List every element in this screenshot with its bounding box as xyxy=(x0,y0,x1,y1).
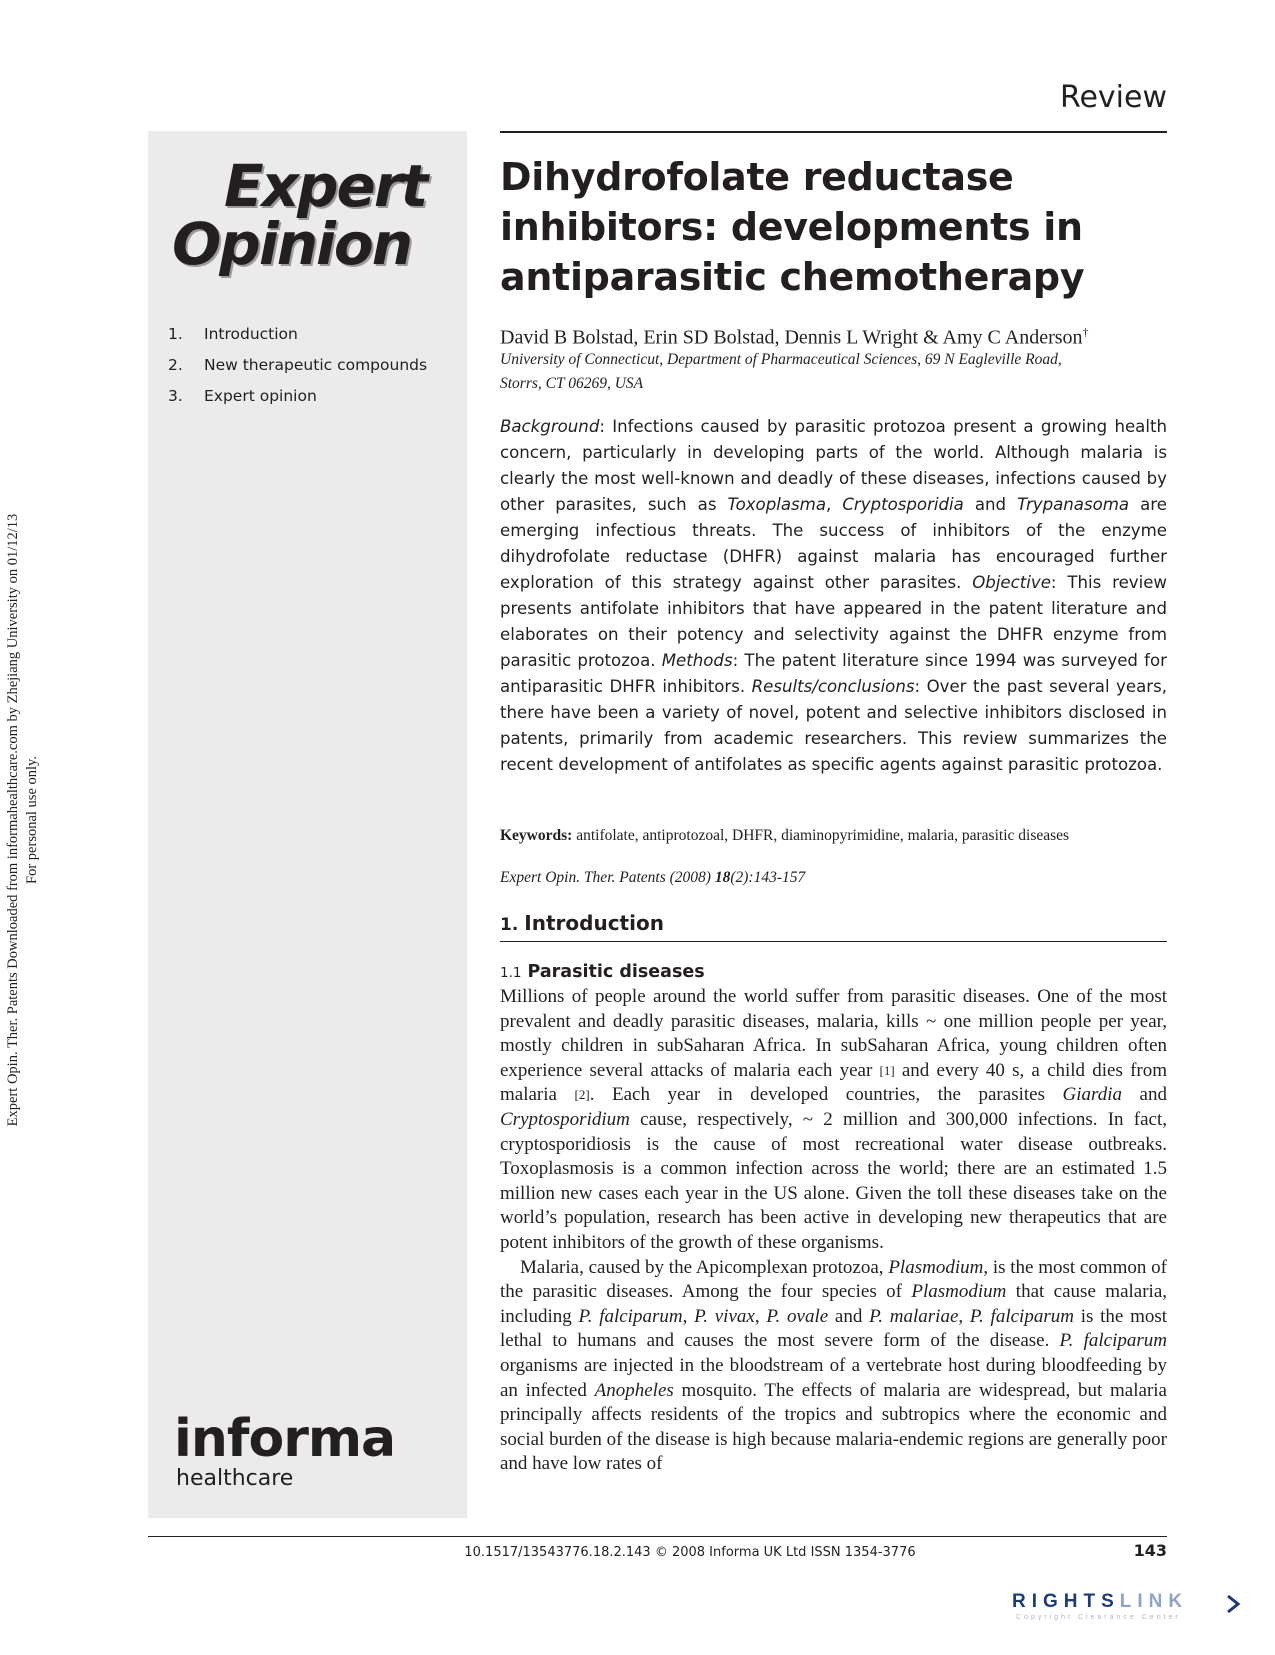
organism-name: P. malariae xyxy=(869,1305,959,1327)
affiliation xyxy=(500,348,1167,396)
title-line-3: antiparasitic chemotherapy xyxy=(500,255,1085,299)
rightslink-dark: RIGHTS xyxy=(1012,1591,1120,1612)
paragraph-1 xyxy=(500,985,1167,1256)
affiliation-line-1: University of Connecticut, Department of Pharmaceutical Sciences, 69 N Eagleville Road, xyxy=(500,351,1062,368)
toc-label: New therapeutic compounds xyxy=(204,356,428,374)
section-number: 1. xyxy=(500,915,519,935)
informa-healthcare-logo xyxy=(174,1409,396,1493)
table-of-contents xyxy=(168,319,427,412)
organism-toxoplasma: Toxoplasma xyxy=(727,495,827,514)
objective-label: Objective xyxy=(972,573,1051,592)
corresponding-author-mark: † xyxy=(1082,325,1089,339)
organism-name: Plasmodium xyxy=(911,1281,1007,1303)
text-run: organisms are injected in the bloodstream of a vertebrate host during bloodfeeding by an infected xyxy=(500,1354,1167,1401)
organism-name: Plasmodium xyxy=(888,1256,984,1278)
rightslink-badge[interactable] xyxy=(1012,1591,1244,1631)
subsection-number: 1.1 xyxy=(500,965,522,981)
text-run: Malaria, caused by the Apicomplexan protozoa, xyxy=(520,1256,889,1278)
logo-line-2: Opinion xyxy=(172,210,412,278)
organism-name: P. vivax xyxy=(694,1305,755,1327)
subsection-heading xyxy=(500,960,1167,985)
objective-text: : This review presents antifolate inhibitors that have appeared in the patent literature and elaborates on their potency and selectivity against the DHFR enzyme from parasitic protozoa. xyxy=(500,573,1167,670)
section-title: Introduction xyxy=(524,911,664,935)
toc-item-new-therapeutic-compounds[interactable] xyxy=(168,350,427,381)
keywords xyxy=(500,826,1167,846)
text-run: and xyxy=(1122,1084,1167,1106)
download-watermark xyxy=(4,470,46,1170)
text-run: that cause malaria, including xyxy=(500,1281,1167,1327)
logo-line-1: Expert xyxy=(224,152,427,220)
organism-cryptosporidia: Cryptosporidia xyxy=(842,495,964,514)
watermark-line-2: For personal use only. xyxy=(24,756,40,884)
abstract xyxy=(500,414,1167,778)
section-label: Review xyxy=(1059,80,1167,115)
expert-opinion-logo xyxy=(172,152,432,278)
methods-label: Methods xyxy=(661,651,733,670)
text-run: mosquito. The effects of malaria are widespread, but malaria principally affects residents of the tropics and subtropics where the economic and social burden of the disease is high because malaria-endemic regions are generally poor and have low rates of xyxy=(500,1379,1167,1475)
author-list xyxy=(500,319,1167,351)
text-run: is the most lethal to humans and causes the most severe form of the disease. xyxy=(500,1305,1168,1352)
organism-name: P. falciparum xyxy=(969,1305,1074,1327)
toc-number: 3. xyxy=(168,387,183,405)
toc-label: Expert opinion xyxy=(204,387,317,405)
keywords-text: antifolate, antiprotozoal, DHFR, diaminopyrimidine, malaria, parasitic diseases xyxy=(572,827,1070,844)
toc-item-introduction[interactable] xyxy=(168,319,427,350)
affiliation-line-2: Storrs, CT 06269, USA xyxy=(500,375,644,392)
methods-text: : The patent literature since 1994 was surveyed for antiparasitic DHFR inhibitors. xyxy=(500,651,1167,696)
reference-2[interactable]: [2] xyxy=(574,1087,590,1103)
citation-suffix: (2):143-157 xyxy=(730,869,806,886)
healthcare-label: healthcare xyxy=(176,1466,294,1491)
watermark-line-1: Expert Opin. Ther. Patents Downloaded from informahealthcare.com by Zhejiang University on 01/12/13 xyxy=(5,513,21,1127)
section-rule xyxy=(500,941,1167,942)
informa-brand: informa xyxy=(174,1409,396,1469)
organism-name: P. falciparum xyxy=(1059,1330,1167,1352)
results-text: : Over the past several years, there have been a variety of novel, potent and selective inhibitors disclosed in patents, primarily from academic researchers. This review summarizes the recent development of antifolates as specific agents against parasitic protozoa. xyxy=(500,677,1167,774)
text-run: Millions of people around the world suffer from parasitic diseases. One of the most prevalent and deadly parasitic diseases, malaria, kills ~ one million people per year, mostly children in subSaharan Africa. In subSaharan Africa, young children often experience several attacks of malaria each year xyxy=(500,986,1167,1081)
header-rule xyxy=(500,131,1167,133)
text-run: , xyxy=(682,1305,695,1327)
text-run: , is the most common of the parasitic diseases. Among the four species of xyxy=(500,1256,1168,1303)
toc-item-expert-opinion[interactable] xyxy=(168,381,427,412)
section-heading xyxy=(500,909,1167,939)
text-run: and every 40 s, a child dies from malaria xyxy=(500,1059,1167,1106)
toc-number: 2. xyxy=(168,356,183,374)
text-run: , xyxy=(958,1305,970,1327)
subsection-title: Parasitic diseases xyxy=(527,962,705,982)
body-text xyxy=(500,985,1167,1477)
rightslink-subtitle: Copyright Clearance Center xyxy=(1016,1614,1181,1621)
text-run: cause, respectively, ~ 2 million and 300,000 infections. In fact, cryptosporidiosis is the cause of most recreational water disease outbreaks. Toxoplasmosis is a common infection across the world; there are an estimated 1.5 million new cases each year in the US alone. Given the toll these diseases take on the world’s population, research has been active in developing new therapeutics that are potent inhibitors of the growth of these organisms. xyxy=(500,1108,1167,1253)
text-run: . Each year in developed countries, the parasites xyxy=(589,1084,1063,1106)
and-text: and xyxy=(963,495,1018,514)
rightslink-arrow-icon xyxy=(1224,1593,1244,1615)
organism-trypanasoma: Trypanasoma xyxy=(1017,495,1130,514)
citation-volume: 18 xyxy=(714,869,731,886)
toc-number: 1. xyxy=(168,325,183,343)
text-run: and xyxy=(828,1305,870,1327)
title-line-1: Dihydrofolate reductase xyxy=(500,155,1014,199)
keywords-label: Keywords: xyxy=(500,827,573,844)
organism-name: Cryptosporidium xyxy=(500,1108,630,1130)
background-label: Background xyxy=(500,417,600,436)
footer-doi: 10.1517/13543776.18.2.143 © 2008 Informa UK Ltd ISSN 1354-3776 xyxy=(464,1545,916,1560)
text-run: , xyxy=(754,1305,767,1327)
citation xyxy=(500,868,1167,888)
toc-label: Introduction xyxy=(204,325,298,343)
page-number: 143 xyxy=(1133,1541,1167,1560)
rightslink-light: LINK xyxy=(1119,1591,1189,1612)
organism-name: Anopheles xyxy=(594,1379,674,1401)
organism-name: P. ovale xyxy=(766,1305,829,1327)
background-text-2: are emerging infectious threats. The success of inhibitors of the enzyme dihydrofolate reductase (DHFR) against malaria has encouraged further exploration of this strategy against other parasites. xyxy=(500,495,1167,592)
reference-1[interactable]: [1] xyxy=(879,1062,895,1078)
background-text-1: : Infections caused by parasitic protozoa present a growing health concern, particularly in developing parts of the world. Although malaria is clearly the most well-known and deadly of these diseases, infections caused by other parasites, such as xyxy=(500,417,1167,514)
citation-prefix: Expert Opin. Ther. Patents (2008) xyxy=(500,869,715,886)
rightslink-logo xyxy=(1012,1591,1244,1613)
separator: , xyxy=(826,495,843,514)
authors-text: David B Bolstad, Erin SD Bolstad, Dennis L Wright & Amy C Anderson xyxy=(500,326,1083,349)
organism-name: Giardia xyxy=(1062,1084,1122,1106)
footer-rule xyxy=(148,1536,1167,1537)
title-line-2: inhibitors: developments in xyxy=(500,205,1083,249)
sidebar xyxy=(148,131,467,1518)
paragraph-2 xyxy=(500,1256,1167,1477)
article-title xyxy=(500,152,1167,302)
organism-name: P. falciparum xyxy=(578,1305,683,1327)
results-label: Results/conclusions xyxy=(751,677,915,696)
